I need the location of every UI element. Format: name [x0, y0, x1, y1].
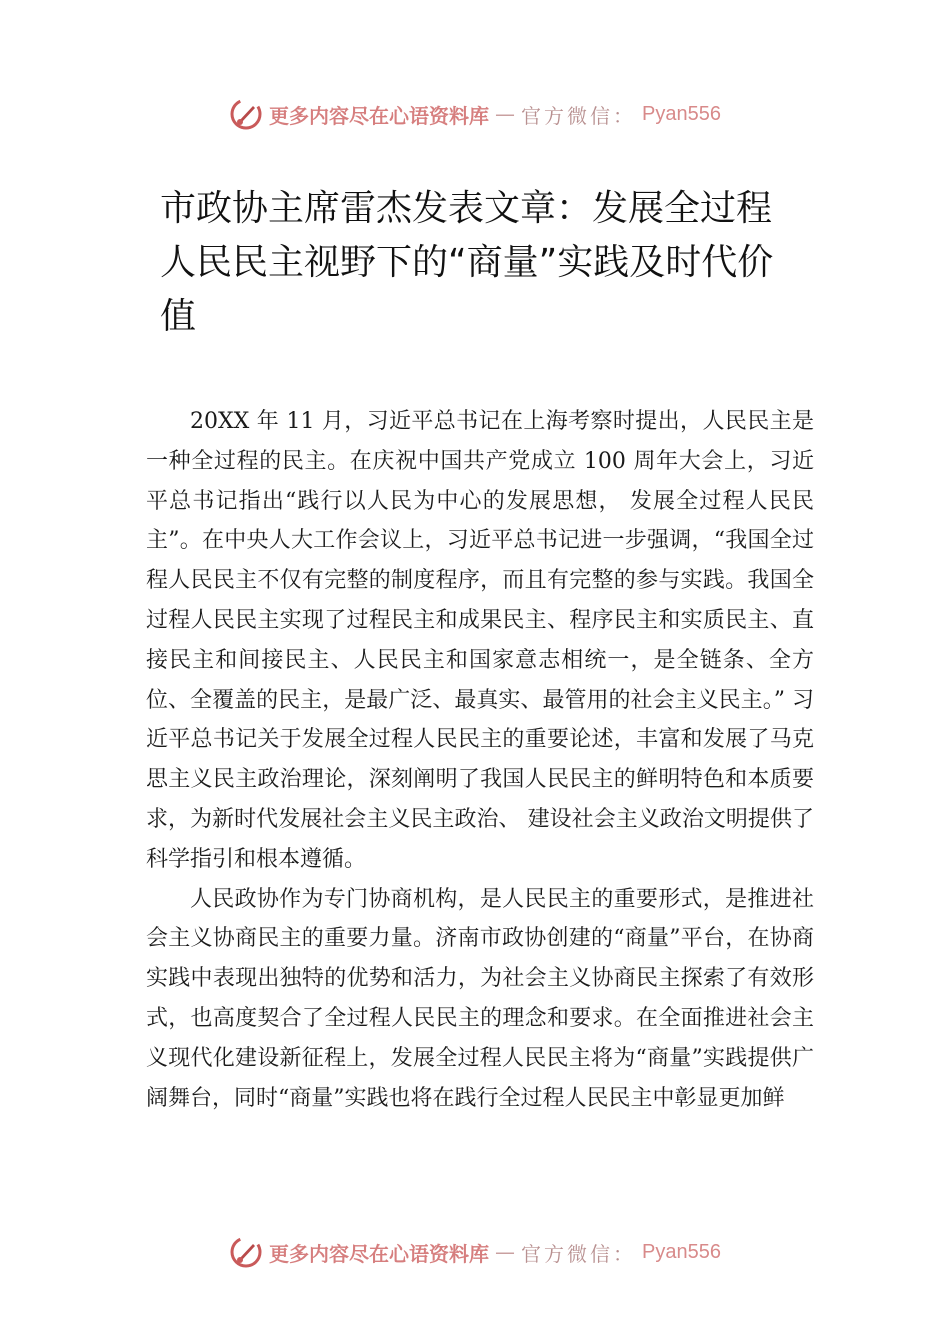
paragraph-2: 人民政协作为专门协商机构，是人民民主的重要形式，是推进社会主义协商民主的重要力量。济南市政协创建的“商量”平台，在协商实践中表现出独特的优势和活力，为社会主义协商民主探索了有效形式，也高度契合了全过程人民民主的理念和要求。在全面推进社会主义现代化建设新征程上，发展全过程人民民主将为“商量”实践提供广阔舞台，同时“商量”实践也将在践行全过程人民民主中彰显更加鲜: [146, 886, 814, 1111]
watermark-sub-text: 官方微信：: [521, 1241, 637, 1266]
brush-logo-icon: [229, 97, 263, 131]
paragraph-1: 20XX 年 11 月，习近平总书记在上海考察时提出，人民民主是一种全过程的民主。在庆祝中国共产党成立 100 周年大会上，习近平总书记指出“践行以人民为中心的发展思想， 发展全过程人民民主”。在中央人大工作会议上，习近平总书记进一步强调，“我国全过程人民民主不仅有完整的制度程序，而且有完整的参与实践。我国全过程人民民主实现了过程民主和成果民主、程序民主和实质民主、直接民主和间接民主、人民民主和国家意志相统一，是全链条、全方位、全覆盖的民主，是最广泛、最真实、最管用的社会主义民主。” 习近平总书记关于发展全过程人民民主的重要论述，丰富和发展了马克思主义民主政治理论，深刻阐明了我国人民民主的鲜明特色和本质要求，为新时代发展社会主义民主政治、 建设社会主义政治文明提供了科学指引和根本遵循。: [146, 409, 814, 872]
watermark-header: [0, 94, 950, 134]
document-body: [146, 402, 814, 1118]
watermark-sub-text: 官方微信：: [521, 103, 637, 128]
watermark-main-text: 更多内容尽在心语资料库: [269, 103, 490, 128]
watermark-wechat-id: Pyan556: [642, 1240, 721, 1263]
document-title: 市政协主席雷杰发表文章：发展全过程人民民主视野下的“商量”实践及时代价值: [160, 188, 774, 337]
watermark-wechat-id: Pyan556: [642, 102, 721, 125]
watermark-separator: —: [495, 102, 516, 126]
brush-logo-icon: [229, 1235, 263, 1269]
watermark-main-text: 更多内容尽在心语资料库: [269, 1241, 490, 1266]
watermark-separator: —: [495, 1240, 516, 1264]
watermark-footer: [0, 1232, 950, 1272]
